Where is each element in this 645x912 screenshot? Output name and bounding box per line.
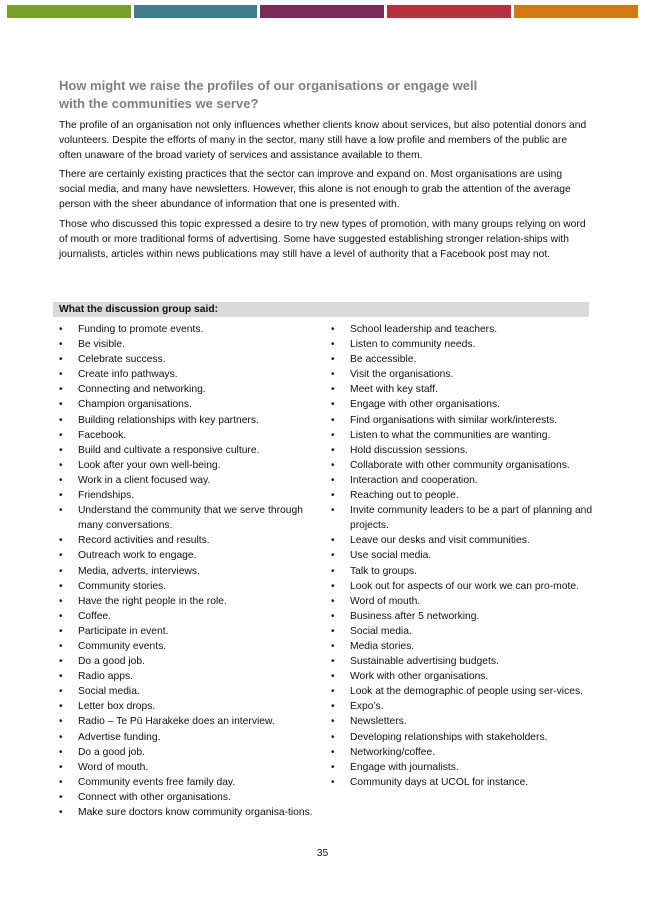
color-bar-orange	[514, 5, 638, 18]
list-item: • Engage with other organisations.	[331, 397, 593, 412]
list-item: • Community events.	[59, 639, 319, 654]
list-item: • Newsletters.	[331, 714, 593, 729]
list-item: • Create info pathways.	[59, 367, 319, 382]
list-item: • Radio – Te Pū Harakeke does an interview.	[59, 714, 319, 729]
list-item: • Use social media.	[331, 548, 593, 563]
discussion-list-right	[331, 322, 593, 790]
list-item: • Word of mouth.	[59, 760, 319, 775]
list-item: • Coffee.	[59, 609, 319, 624]
color-bar-green	[7, 5, 131, 18]
list-item: • Be visible.	[59, 337, 319, 352]
color-bar-plum	[260, 5, 384, 18]
list-item: • Funding to promote events.	[59, 322, 319, 337]
color-bar-red	[387, 5, 511, 18]
list-item: • Be accessible.	[331, 352, 593, 367]
list-item: • Building relationships with key partners.	[59, 413, 319, 428]
body-paragraph-3: Those who discussed this topic expressed a desire to try new types of promotion, with many groups relying on word of mouth or more traditional forms of advertising. Some have suggested establishing stronger relation-ships with journalists, articles within news publications may still have a level of authority that a Facebook post may not.	[59, 219, 586, 260]
list-item: • Media stories.	[331, 639, 593, 654]
list-item: • Community events free family day.	[59, 775, 319, 790]
list-item: • Friendships.	[59, 488, 319, 503]
list-item: • Social media.	[331, 624, 593, 639]
list-item: • Developing relationships with stakeholders.	[331, 730, 593, 745]
list-item: • Facebook.	[59, 428, 319, 443]
list-item: • Understand the community that we serve through many conversations.	[59, 503, 319, 533]
list-item: • Work in a client focused way.	[59, 473, 319, 488]
list-item: • Community days at UCOL for instance.	[331, 775, 593, 790]
list-item: • Do a good job.	[59, 654, 319, 669]
list-item: • Make sure doctors know community organisa-tions.	[59, 805, 319, 820]
list-item: • Letter box drops.	[59, 699, 319, 714]
list-item: • Business after 5 networking.	[331, 609, 593, 624]
list-item: • Community stories.	[59, 579, 319, 594]
list-item: • Engage with journalists.	[331, 760, 593, 775]
list-item: • Reaching out to people.	[331, 488, 593, 503]
section-heading-line1: How might we raise the profiles of our organisations or engage well	[59, 78, 478, 93]
list-item: • Social media.	[59, 684, 319, 699]
list-item: • Build and cultivate a responsive culture.	[59, 443, 319, 458]
list-item: • Outreach work to engage.	[59, 548, 319, 563]
color-band-header	[7, 5, 638, 18]
list-item: • Look at the demographic of people using ser-vices.	[331, 684, 593, 699]
list-item: • Collaborate with other community organisations.	[331, 458, 593, 473]
list-item: • Listen to community needs.	[331, 337, 593, 352]
section-heading-line2: with the communities we serve?	[59, 96, 259, 111]
list-item: • Participate in event.	[59, 624, 319, 639]
list-item: • Interaction and cooperation.	[331, 473, 593, 488]
list-item: • Advertise funding.	[59, 730, 319, 745]
list-item: • School leadership and teachers.	[331, 322, 593, 337]
list-item: • Look out for aspects of our work we can pro-mote.	[331, 579, 593, 594]
list-item: • Champion organisations.	[59, 397, 319, 412]
list-item: • Leave our desks and visit communities.	[331, 533, 593, 548]
list-item: • Do a good job.	[59, 745, 319, 760]
list-item: • Talk to groups.	[331, 564, 593, 579]
body-paragraph-2: There are certainly existing practices that the sector can improve and expand on. Most organisations are using social media, and many have newsletters. However, this alone is not enough to grab the attention of the average person with the sheer abundance of information that one is presented with.	[59, 169, 571, 210]
list-item: • Connect with other organisations.	[59, 790, 319, 805]
list-item: • Media, adverts, interviews.	[59, 564, 319, 579]
list-item: • Look after your own well-being.	[59, 458, 319, 473]
list-item: • Word of mouth.	[331, 594, 593, 609]
list-item: • Radio apps.	[59, 669, 319, 684]
list-item: • Work with other organisations.	[331, 669, 593, 684]
body-paragraph-1: The profile of an organisation not only influences whether clients know about services, but also potential donors and volunteers. Despite the efforts of many in the sector, many still have a low profile and members of the public are often unaware of the broad variety of services and assistance available to them.	[59, 120, 587, 161]
list-item: • Connecting and networking.	[59, 382, 319, 397]
list-item: • Listen to what the communities are wanting.	[331, 428, 593, 443]
color-bar-teal	[134, 5, 257, 18]
list-item: • Visit the organisations.	[331, 367, 593, 382]
list-item: • Record activities and results.	[59, 533, 319, 548]
list-item: • Networking/coffee.	[331, 745, 593, 760]
page-number: 35	[316, 848, 329, 859]
discussion-group-header: What the discussion group said:	[53, 302, 589, 317]
list-item: • Meet with key staff.	[331, 382, 593, 397]
list-item: • Hold discussion sessions.	[331, 443, 593, 458]
list-item: • Sustainable advertising budgets.	[331, 654, 593, 669]
list-item: • Find organisations with similar work/interests.	[331, 413, 593, 428]
list-item: • Have the right people in the role.	[59, 594, 319, 609]
discussion-list-left	[59, 322, 319, 820]
list-item: • Celebrate success.	[59, 352, 319, 367]
section-heading	[59, 77, 539, 113]
list-item: • Expo’s.	[331, 699, 593, 714]
list-item: • Invite community leaders to be a part of planning and projects.	[331, 503, 593, 533]
